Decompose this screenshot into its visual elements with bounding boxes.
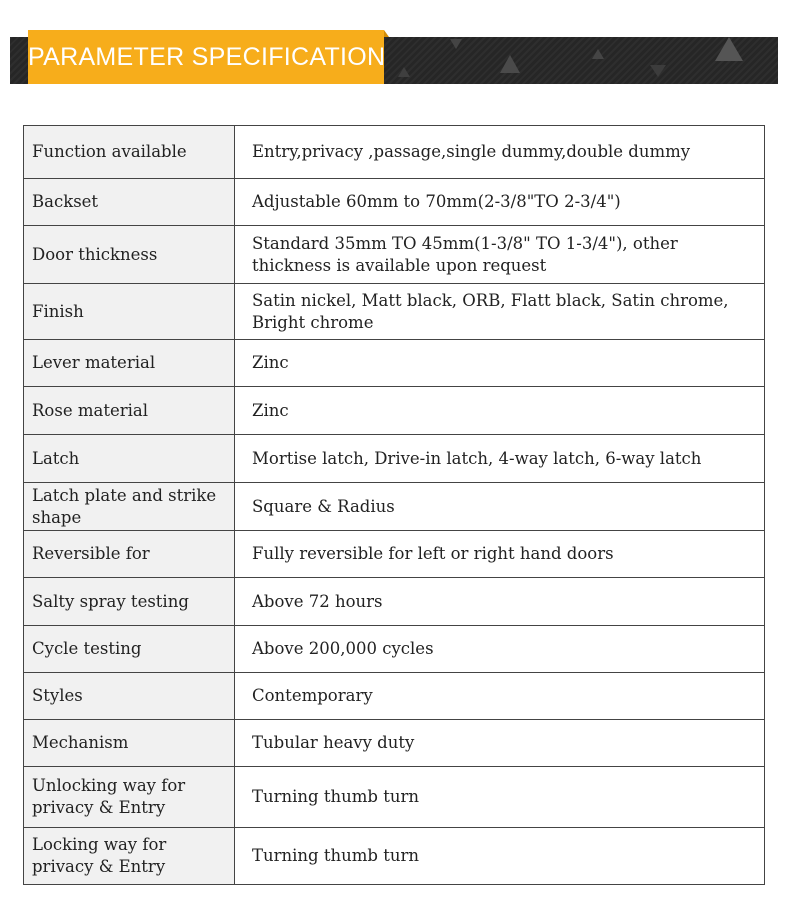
decor-triangle	[650, 65, 666, 77]
page-title: PARAMETER SPECIFICATION	[28, 30, 384, 84]
table-row	[24, 226, 765, 284]
row-label: Finish	[24, 284, 235, 340]
row-label: Rose material	[24, 387, 235, 435]
row-value: Turning thumb turn	[235, 828, 765, 885]
row-value: Zinc	[235, 387, 765, 435]
table-row	[24, 483, 765, 531]
row-label: Latch	[24, 435, 235, 483]
row-value: Zinc	[235, 340, 765, 387]
row-label: Reversible for	[24, 531, 235, 578]
table-row	[24, 828, 765, 885]
title-tab-fold	[384, 30, 389, 37]
row-value: Tubular heavy duty	[235, 720, 765, 767]
table-row	[24, 340, 765, 387]
table-row	[24, 179, 765, 226]
spec-table	[23, 125, 765, 885]
table-row	[24, 578, 765, 626]
table-row	[24, 435, 765, 483]
row-label: Latch plate and strike shape	[24, 483, 235, 531]
row-label: Function available	[24, 126, 235, 179]
table-row	[24, 720, 765, 767]
table-row	[24, 626, 765, 673]
row-value: Contemporary	[235, 673, 765, 720]
row-value: Fully reversible for left or right hand doors	[235, 531, 765, 578]
table-row	[24, 531, 765, 578]
row-value: Turning thumb turn	[235, 767, 765, 828]
row-label: Cycle testing	[24, 626, 235, 673]
table-row	[24, 767, 765, 828]
row-label: Locking way for privacy & Entry	[24, 828, 235, 885]
row-label: Unlocking way for privacy & Entry	[24, 767, 235, 828]
row-label: Door thickness	[24, 226, 235, 284]
row-label: Lever material	[24, 340, 235, 387]
table-row	[24, 284, 765, 340]
row-label: Styles	[24, 673, 235, 720]
row-value: Above 200,000 cycles	[235, 626, 765, 673]
row-value: Square & Radius	[235, 483, 765, 531]
decor-triangle	[450, 39, 462, 49]
row-value: Standard 35mm TO 45mm(1-3/8" TO 1-3/4"), other thickness is available upon request	[235, 226, 765, 284]
row-value: Entry,privacy ,passage,single dummy,double dummy	[235, 126, 765, 179]
table-row	[24, 673, 765, 720]
row-label: Mechanism	[24, 720, 235, 767]
decor-triangle	[398, 67, 410, 77]
table-row	[24, 126, 765, 179]
decor-triangle	[500, 55, 520, 73]
table-row	[24, 387, 765, 435]
row-value: Mortise latch, Drive-in latch, 4-way latch, 6-way latch	[235, 435, 765, 483]
row-value: Satin nickel, Matt black, ORB, Flatt black, Satin chrome, Bright chrome	[235, 284, 765, 340]
row-label: Salty spray testing	[24, 578, 235, 626]
decor-triangle	[592, 49, 604, 59]
decor-triangle	[715, 37, 743, 61]
row-label: Backset	[24, 179, 235, 226]
row-value: Above 72 hours	[235, 578, 765, 626]
row-value: Adjustable 60mm to 70mm(2-3/8"TO 2-3/4")	[235, 179, 765, 226]
